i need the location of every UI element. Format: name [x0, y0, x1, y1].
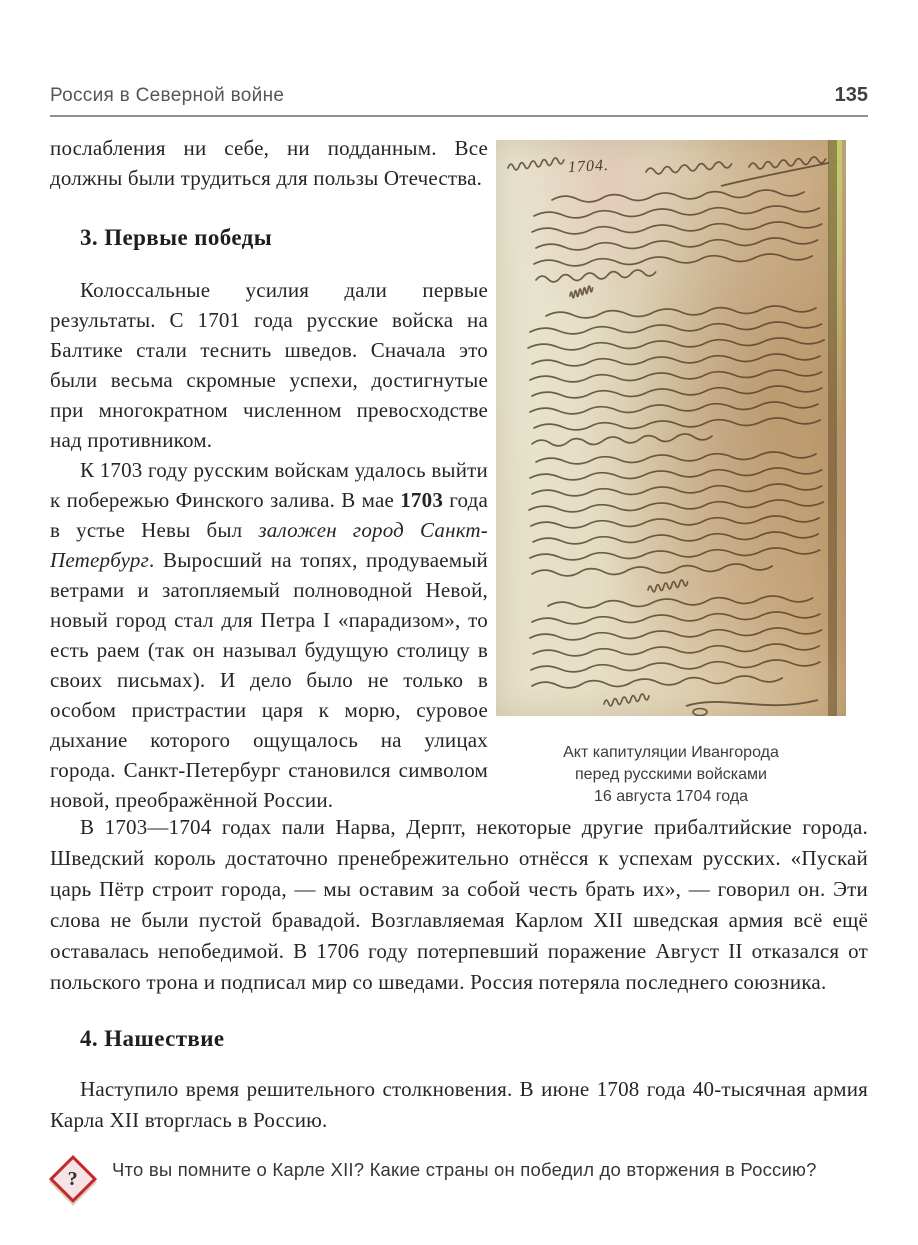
- running-head: [50, 84, 868, 117]
- section-4-heading: 4. Нашествие: [80, 1026, 225, 1051]
- caption-line: перед русскими войсками: [575, 766, 767, 783]
- photo-edge-dark-strip: [828, 140, 837, 716]
- manuscript-figure: [496, 140, 846, 808]
- question-text: Что вы помните о Карле XII? Какие страны он победил до вторжения в Россию?: [112, 1159, 817, 1180]
- question-diamond-icon: [49, 1155, 97, 1203]
- paragraph-invasion: Наступило время решительного столкновения. В июне 1708 года 40-тысячная армия Карла XII вторглась в Россию.: [50, 1077, 868, 1132]
- handwriting-lines-graphic: [496, 140, 846, 716]
- caption-line: 16 августа 1704 года: [593, 788, 749, 805]
- paragraph-petersburg: [50, 455, 488, 815]
- bold-year-1703: 1703: [400, 488, 444, 512]
- caption-line: Акт капитуляции Ивангорода: [563, 744, 779, 761]
- text-run: . Выросший на топях, продуваемый ветрами и затопляемый полноводной Невой, новый город стал для Петра I «парадизом», то есть раем (так он называл будущую столицу в своих письмах). И дело было не только в особом пристрастии царя к морю, суровое дыхание которого ощущалось на улицах города. Санкт-Петербург становился символом новой, преображённой России.: [50, 548, 488, 812]
- text-run: года в устье Невы был: [50, 488, 488, 542]
- question-block: [50, 1156, 868, 1196]
- question-mark-glyph: ?: [68, 1167, 78, 1190]
- text-run: К 1703 году русским войскам удалось выйти к побережью Финского залива. В мае: [50, 458, 488, 512]
- left-text-column: [50, 133, 488, 815]
- paragraph-baltic-cities: В 1703—1704 годах пали Нарва, Дерпт, некоторые другие прибалтийские города. Шведский король достаточно пренебрежительно отнёсся к успехам русских. «Пускай царь Пётр строит города, — мы оставим за собой честь брать их», — говорил он. Эти слова не были пустой бравадой. Возглавляемая Карлом XII шведская армия всё ещё оставалась непобедимой. В 1706 году потерпевший поражение Август II отказался от польского трона и подписал мир со шведами. Россия потеряла последнего союзника.: [50, 815, 868, 994]
- manuscript-year-label: 1704.: [567, 156, 610, 177]
- section-3-heading: 3. Первые победы: [80, 225, 273, 250]
- paragraph-intro: послабления ни себе, ни подданным. Все должны были трудиться для пользы Отечества.: [50, 136, 488, 190]
- figure-caption: [496, 742, 846, 808]
- paragraph-first-victories: Колоссальные усилия дали первые результаты. С 1701 года русские войска на Балтике стали теснить шведов. Сначала это были весьма скромные успехи, достигнутые при многократном численном превосходстве над противником.: [50, 278, 488, 452]
- full-width-section: [50, 812, 868, 1196]
- page-number: 135: [834, 84, 868, 106]
- chapter-title: Россия в Северной войне: [50, 85, 285, 106]
- italic-founding-phrase: заложен город Санкт-Петербург: [50, 518, 488, 572]
- manuscript-photo: [496, 140, 846, 716]
